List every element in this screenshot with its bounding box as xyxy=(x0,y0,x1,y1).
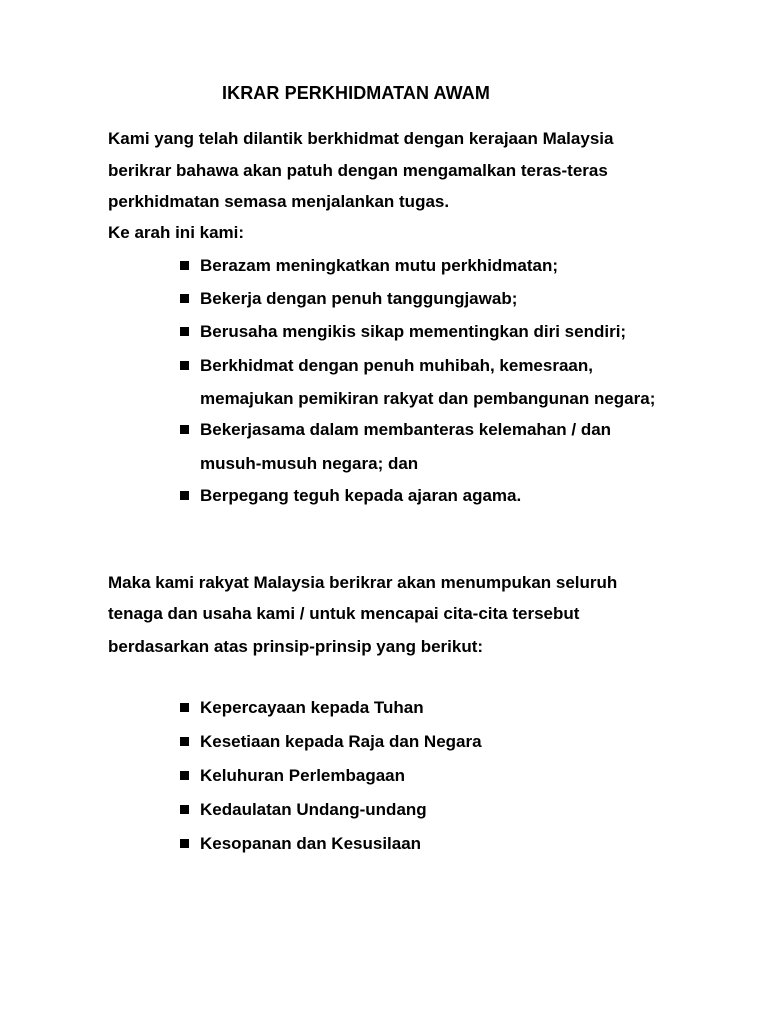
pledge-text: Berusaha mengikis sikap mementingkan diri sendiri; xyxy=(200,322,627,341)
pledge-text: Berpegang teguh kepada ajaran agama. xyxy=(200,486,522,505)
pledge-text: Berazam meningkatkan mutu perkhidmatan; xyxy=(200,256,559,275)
square-bullet-icon xyxy=(180,425,189,434)
principle-text: Kepercayaan kepada Tuhan xyxy=(200,698,424,717)
square-bullet-icon xyxy=(180,703,189,712)
square-bullet-icon xyxy=(180,491,189,500)
pledge-text-continued: musuh-musuh negara; dan xyxy=(200,454,419,473)
square-bullet-icon xyxy=(180,361,189,370)
square-bullet-icon xyxy=(180,771,189,780)
intro-line: Ke arah ini kami: xyxy=(108,223,245,242)
square-bullet-icon xyxy=(180,839,189,848)
principle-text: Kedaulatan Undang-undang xyxy=(200,800,427,819)
intro-line: perkhidmatan semasa menjalankan tugas. xyxy=(108,192,450,211)
pledge-text: Bekerjasama dalam membanteras kelemahan / dan xyxy=(200,420,612,439)
square-bullet-icon xyxy=(180,261,189,270)
document-title: IKRAR PERKHIDMATAN AWAM xyxy=(222,83,490,103)
principle-text: Keluhuran Perlembagaan xyxy=(200,766,406,785)
principle-text: Kesetiaan kepada Raja dan Negara xyxy=(200,732,482,751)
principle-text: Kesopanan dan Kesusilaan xyxy=(200,834,422,853)
intro-line: berikrar bahawa akan patuh dengan mengamalkan teras-teras xyxy=(108,161,608,180)
second-para-line: tenaga dan usaha kami / untuk mencapai cita-cita tersebut xyxy=(108,604,580,623)
second-para-line: Maka kami rakyat Malaysia berikrar akan menumpukan seluruh xyxy=(108,573,618,592)
square-bullet-icon xyxy=(180,327,189,336)
pledge-text: Bekerja dengan penuh tanggungjawab; xyxy=(200,289,518,308)
pledge-text-continued: memajukan pemikiran rakyat dan pembangunan negara; xyxy=(200,389,656,408)
square-bullet-icon xyxy=(180,805,189,814)
square-bullet-icon xyxy=(180,737,189,746)
second-para-line: berdasarkan atas prinsip-prinsip yang berikut: xyxy=(108,637,484,656)
square-bullet-icon xyxy=(180,294,189,303)
intro-line: Kami yang telah dilantik berkhidmat dengan kerajaan Malaysia xyxy=(108,129,614,148)
pledge-text: Berkhidmat dengan penuh muhibah, kemesraan, xyxy=(200,356,593,375)
